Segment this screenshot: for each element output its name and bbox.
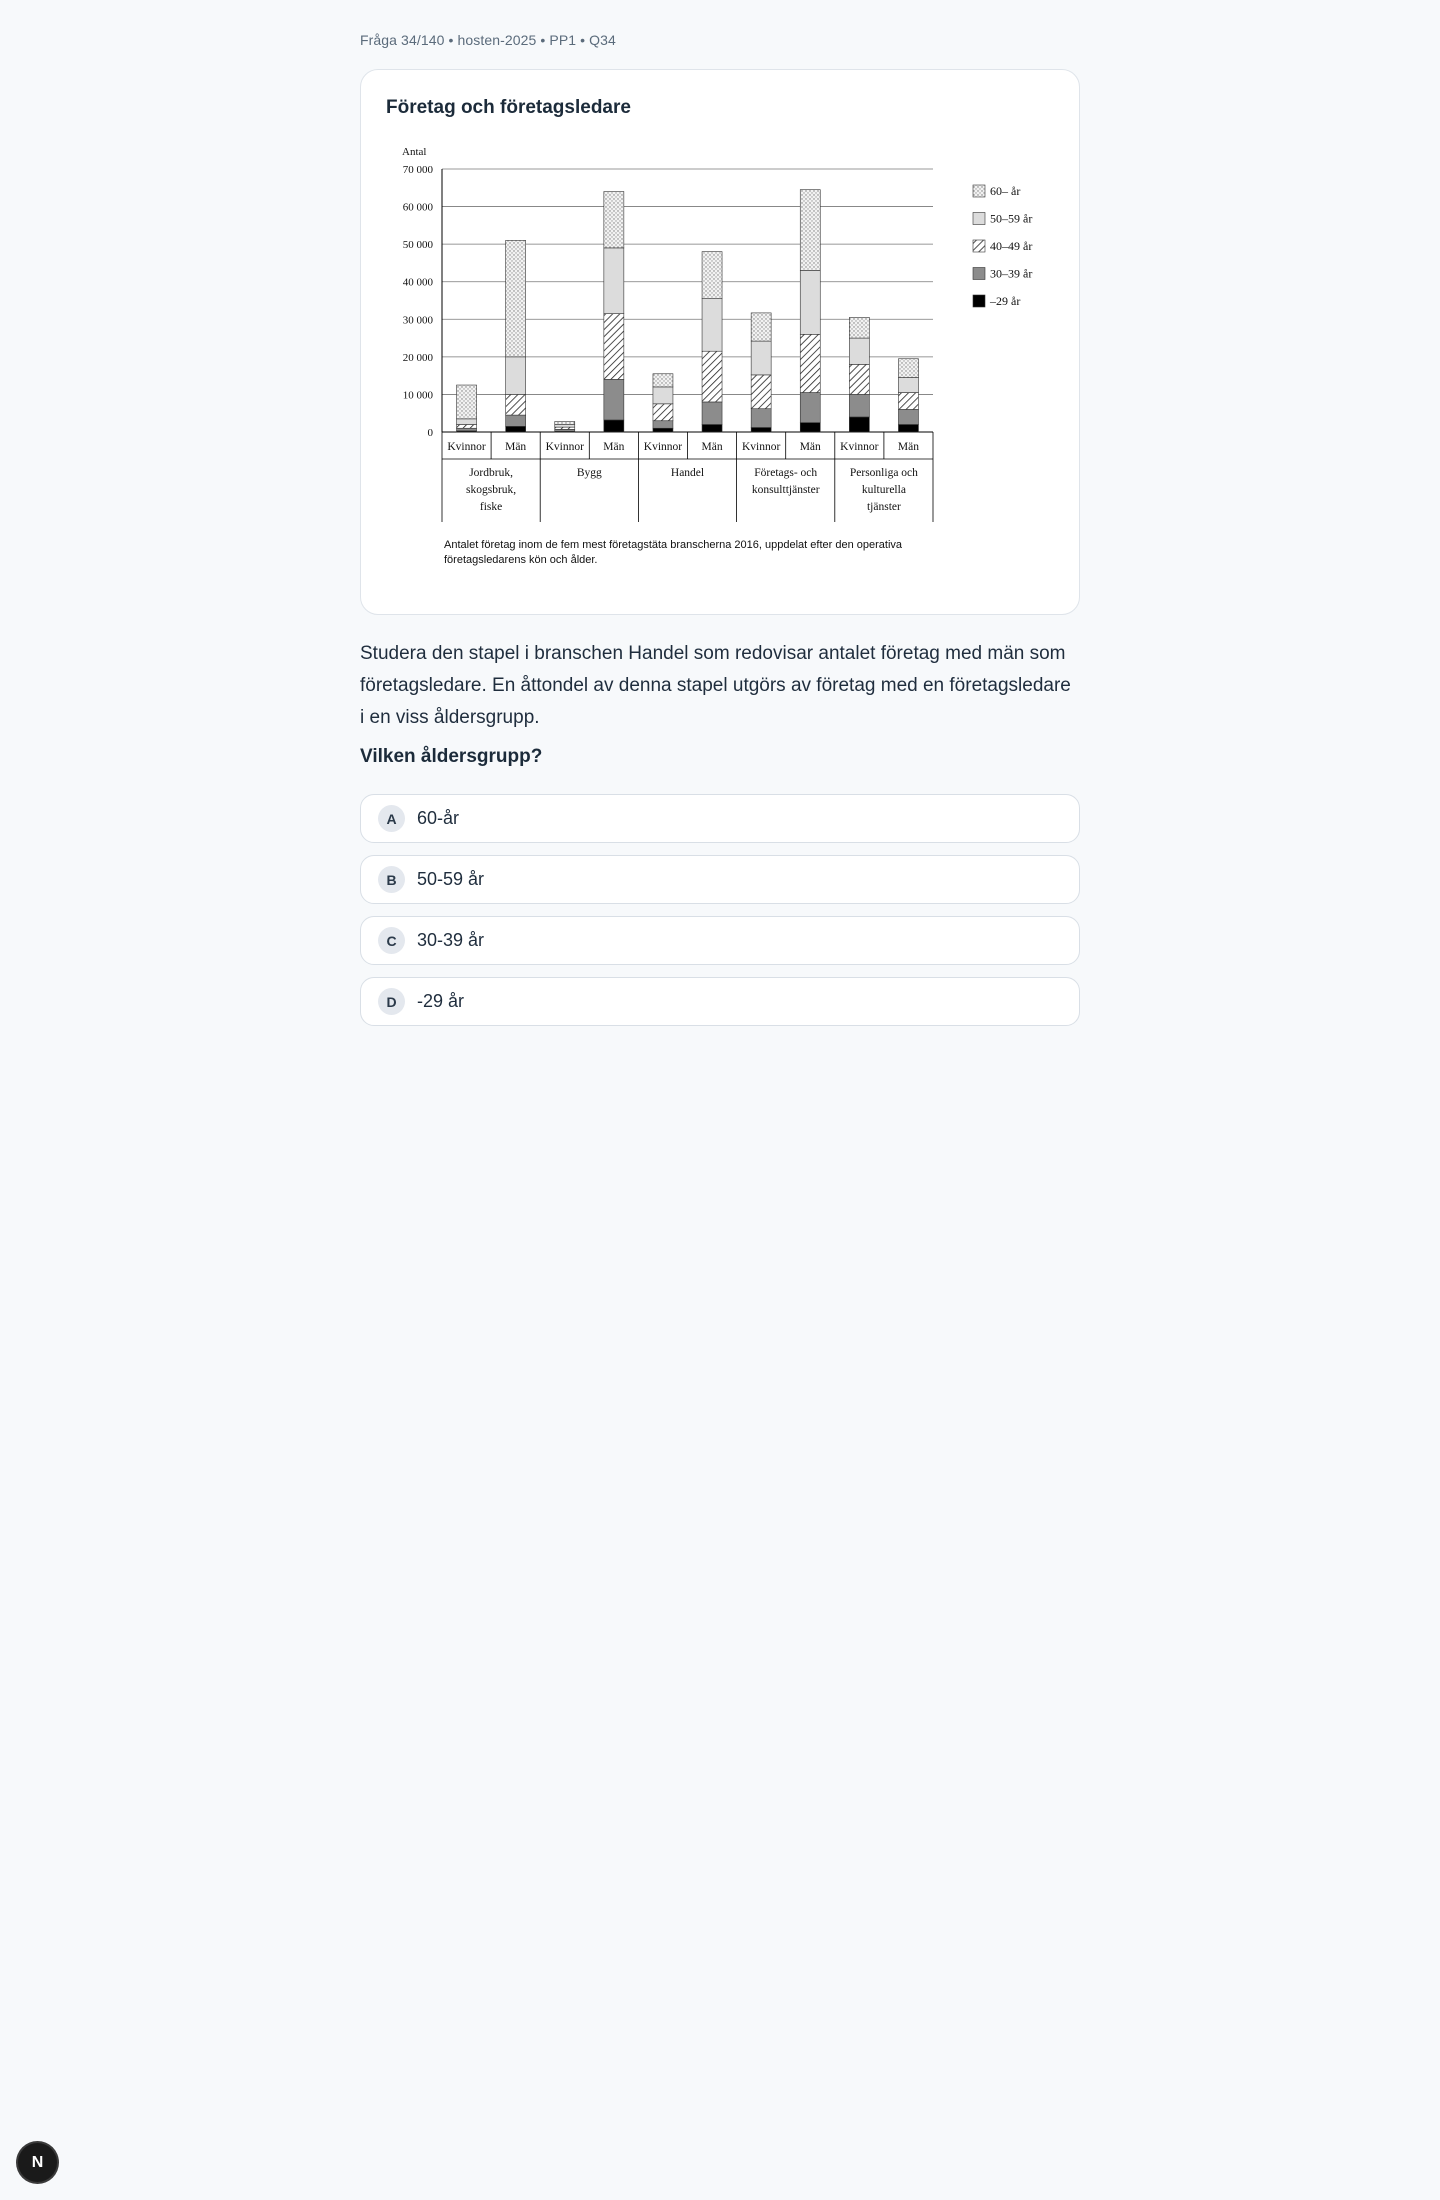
bar-segment	[898, 378, 918, 393]
group-label: fiske	[479, 501, 503, 513]
option-c[interactable]	[360, 916, 1080, 965]
bar-segment	[457, 419, 477, 425]
bar-segment	[653, 387, 673, 404]
app-logo-button[interactable]: N	[18, 2143, 57, 2182]
option-d[interactable]	[360, 977, 1080, 1026]
bar-segment	[898, 409, 918, 424]
y-tick-label: 60 000	[402, 201, 433, 214]
bar-segment	[751, 409, 771, 428]
x-tick-label: Män	[701, 441, 723, 453]
bar-segment	[800, 270, 820, 334]
question-meta: Fråga 34/140 • hosten-2025 • PP1 • Q34	[360, 32, 616, 48]
option-a-letter: A	[378, 805, 405, 832]
bar-segment	[898, 424, 918, 432]
legend-swatch	[973, 213, 985, 225]
bar-segment	[604, 248, 624, 314]
x-tick-label: Kvinnor	[741, 441, 781, 453]
bar-segment	[751, 375, 771, 409]
bar-segment	[653, 421, 673, 429]
bar-segment	[555, 421, 575, 424]
legend-label: –29 år	[990, 294, 1021, 308]
x-tick-label: Kvinnor	[545, 441, 584, 453]
bar-segment	[604, 314, 624, 380]
question-prompt: Vilken åldersgrupp?	[360, 746, 543, 767]
bar-segment	[751, 313, 771, 341]
option-c-text: 30-39 år	[417, 930, 485, 950]
option-a[interactable]	[360, 794, 1080, 843]
group-label: Jordbruk,	[469, 467, 513, 479]
group-label: Bygg	[576, 467, 602, 479]
x-tick-label: Män	[897, 441, 919, 453]
bar-segment	[506, 357, 526, 395]
legend-swatch	[973, 240, 985, 252]
bar-segment	[800, 190, 820, 271]
x-tick-label: Kvinnor	[840, 441, 879, 453]
x-tick-label: Män	[799, 441, 821, 453]
group-label: Handel	[670, 467, 705, 479]
bar-segment	[800, 423, 820, 432]
bar-segment	[653, 404, 673, 421]
bar-segment	[702, 299, 722, 352]
bar-segment	[653, 374, 673, 387]
y-tick-label: 20 000	[402, 351, 433, 364]
bar-segment	[849, 364, 869, 394]
group-label: kulturella	[861, 484, 906, 496]
option-c-letter: C	[378, 927, 405, 954]
bar-segment	[555, 424, 575, 427]
y-tick-label: 10 000	[402, 389, 433, 402]
option-b-letter: B	[378, 866, 405, 893]
legend-label: 40–49 år	[990, 239, 1033, 253]
bar-segment	[800, 393, 820, 423]
bar-segment	[604, 420, 624, 432]
group-label: Företags- och	[754, 467, 818, 479]
legend-label: 30–39 år	[990, 266, 1033, 281]
group-label: Personliga och	[849, 467, 918, 479]
bar-segment	[849, 338, 869, 364]
bar-segment	[849, 417, 869, 432]
x-tick-label: Kvinnor	[643, 441, 683, 453]
legend-label: 60– år	[990, 184, 1021, 198]
bar-segment	[898, 393, 918, 410]
bar-segment	[506, 394, 526, 415]
bar-segment	[506, 415, 526, 426]
question-text: Studera den stapel i branschen Handel som redovisar antalet företag med män som företagsledare. En åttondel av denna stapel utgörs av företag med en företagsledare i en viss åldersgrupp.	[360, 643, 1071, 728]
chart-caption: Antalet företag inom de fem mest företagstäta branscherna 2016, uppdelat efter den operativa	[444, 539, 903, 551]
stacked-bar-chart	[361, 70, 1081, 616]
option-b-text: 50-59 år	[417, 869, 485, 889]
option-d-text: -29 år	[417, 991, 465, 1011]
y-tick-label: 0	[427, 427, 433, 439]
y-tick-label: 70 000	[402, 164, 433, 176]
bar-segment	[702, 252, 722, 299]
group-label: konsulttjänster	[751, 484, 820, 496]
bar-segment	[702, 402, 722, 425]
bar-segment	[506, 426, 526, 432]
y-tick-label: 50 000	[402, 239, 433, 252]
legend-swatch	[973, 295, 985, 307]
y-axis-label: Antal	[402, 146, 427, 158]
x-tick-label: Män	[505, 441, 527, 453]
bar-segment	[604, 379, 624, 420]
option-d-letter: D	[378, 988, 405, 1015]
chart-caption: företagsledarens kön och ålder.	[444, 554, 598, 566]
bar-segment	[751, 427, 771, 432]
bar-segment	[849, 317, 869, 338]
option-a-text: 60-år	[417, 808, 460, 828]
bar-segment	[800, 334, 820, 392]
legend-swatch	[973, 185, 985, 197]
bar-segment	[702, 351, 722, 402]
y-tick-label: 30 000	[402, 314, 433, 327]
bar-segment	[457, 428, 477, 431]
legend-label: 50–59 år	[990, 211, 1033, 226]
chart-card	[360, 69, 1080, 615]
x-tick-label: Män	[603, 441, 625, 453]
group-label: skogsbruk,	[466, 484, 517, 496]
y-tick-label: 40 000	[402, 276, 433, 289]
bar-segment	[457, 385, 477, 419]
bar-segment	[898, 359, 918, 378]
bar-segment	[555, 427, 575, 429]
bar-segment	[653, 428, 673, 432]
option-b[interactable]	[360, 855, 1080, 904]
bar-segment	[751, 341, 771, 375]
bar-segment	[506, 240, 526, 356]
bar-segment	[604, 192, 624, 248]
bar-segment	[849, 394, 869, 417]
x-tick-label: Kvinnor	[447, 441, 486, 453]
bar-segment	[457, 424, 477, 428]
bar-segment	[702, 424, 722, 432]
group-label: tjänster	[866, 501, 901, 513]
card-title: Företag och företagsledare	[386, 97, 631, 118]
legend-swatch	[973, 268, 985, 280]
